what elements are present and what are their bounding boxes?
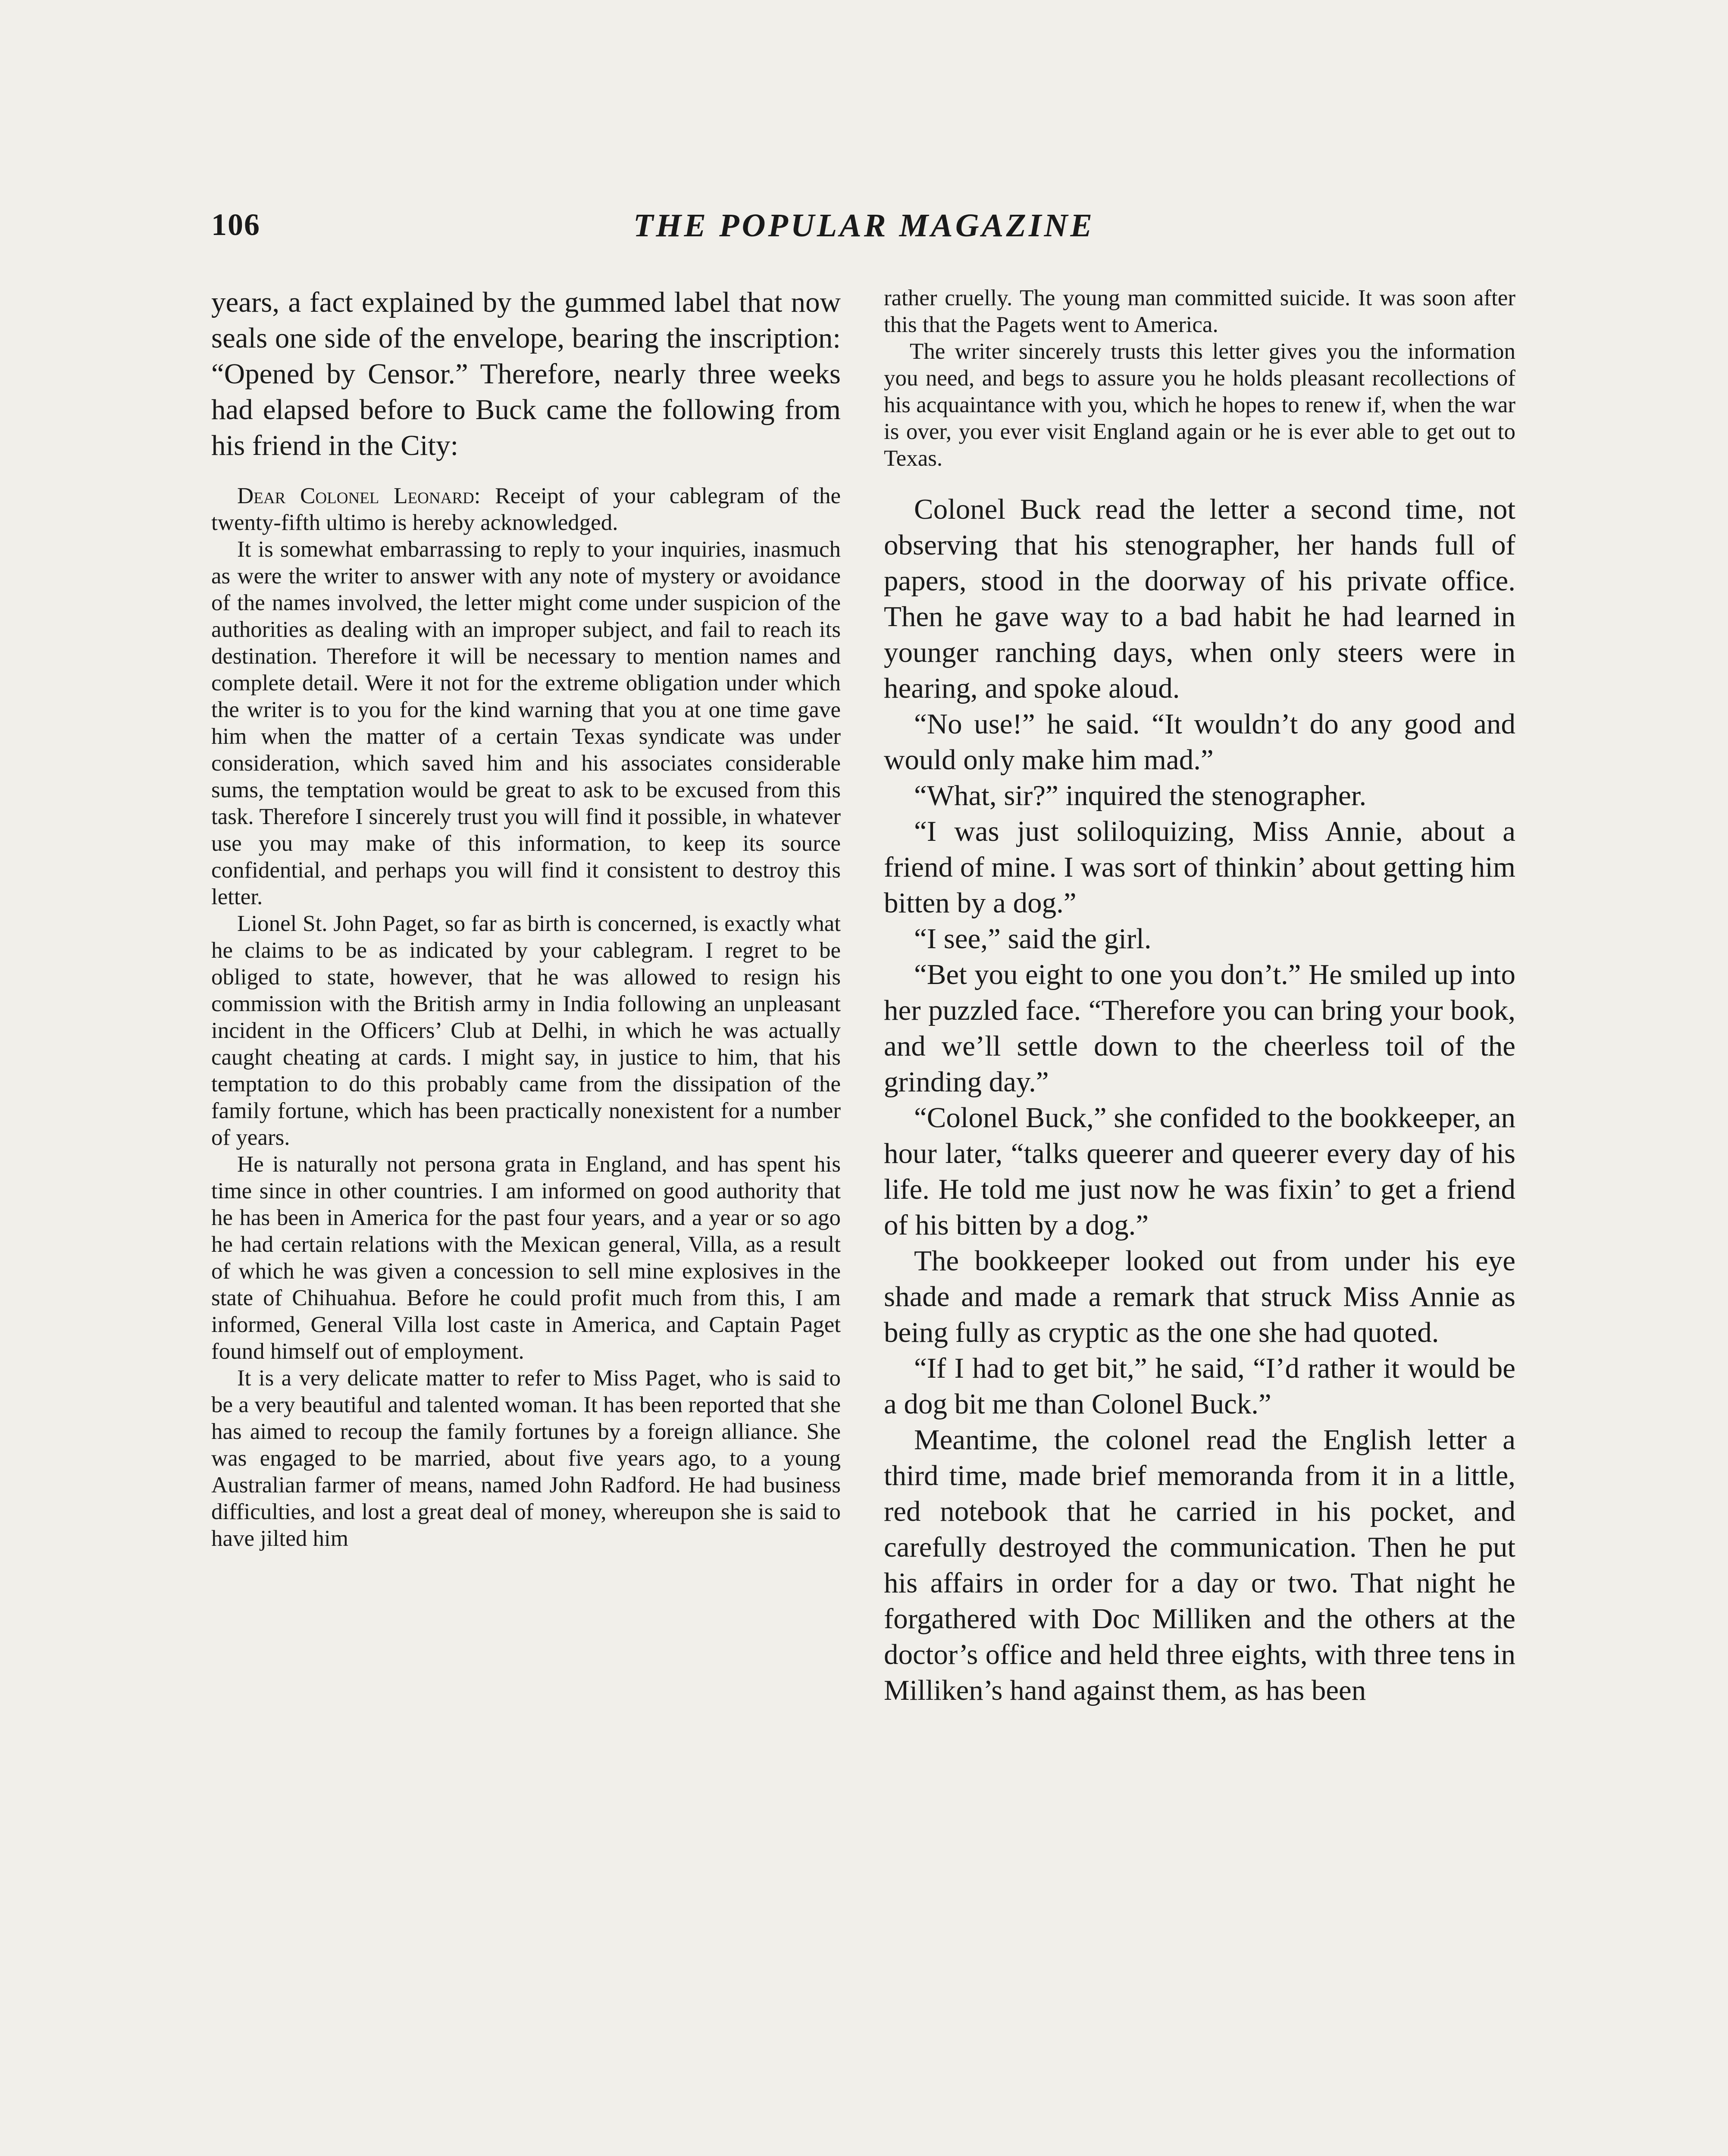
- letter-paragraph-5: It is a very delicate matter to refer to Miss Paget, who is said to be a very beautiful and talented woman. It has been reported that she has aimed to recoup the family fortunes by a foreign alliance. She was engaged to be married, about five years ago, to a young Australian farmer of means, named John Radford. He had business difficulties, and lost a great deal of money, whereupon she is said to have jilted him: [211, 1366, 841, 1551]
- story-paragraph-4: “I was just soliloquizing, Miss Annie, about a friend of mine. I was sort of thinkin’ about getting him bitten by a dog.”: [884, 815, 1515, 919]
- running-head: THE POPULAR MAGAZINE: [633, 207, 1095, 244]
- left-column: [211, 285, 841, 1552]
- intro-paragraph: years, a fact explained by the gummed label that now seals one side of the envelope, bearing the inscription: “Opened by Censor.” Therefore, nearly three weeks had elapsed before to Buck came the following from his friend in the City:: [211, 286, 841, 461]
- story-paragraph-6: “Bet you eight to one you don’t.” He smiled up into her puzzled face. “Therefore you can bring your book, and we’ll settle down to the cheerless toil of the grinding day.”: [884, 959, 1515, 1098]
- page-number: 106: [211, 207, 260, 242]
- letter-paragraph-1: [211, 483, 841, 536]
- right-column: [884, 285, 1515, 1708]
- letter-paragraph-1-text: Receipt of your cablegram of the twenty-fifth ultimo is hereby acknowledged.: [211, 483, 841, 535]
- story-paragraph-10: Meantime, the colonel read the English letter a third time, made brief memoranda from it in a little, red notebook that he carried in his pocket, and carefully destroyed the communication. Then he put his affairs in order for a day or two. That night he forgathered with Doc Milliken and the others at the doctor’s office and held three eights, with three tens in Milliken’s hand against them, as has been: [884, 1424, 1515, 1706]
- letter-paragraph-4: He is naturally not persona grata in England, and has spent his time since in other countries. I am informed on good authority that he has been in America for the past four years, and a year or so ago he had certain relations with the Mexican general, Villa, as a result of which he was given a concession to sell mine explosives in the state of Chihuahua. Before he could profit much from this, I am informed, General Villa lost caste in America, and Captain Paget found himself out of employment.: [211, 1152, 841, 1364]
- story-paragraph-1: Colonel Buck read the letter a second time, not observing that his stenographer, her hands full of papers, stood in the doorway of his private office. Then he gave way to a bad habit he had learned in younger ranching days, when only steers were in hearing, and spoke aloud.: [884, 493, 1515, 704]
- letter-paragraph-3: Lionel St. John Paget, so far as birth is concerned, is exactly what he claims to be as indicated by your cablegram. I regret to be obliged to state, however, that he was allowed to resign his commission with the British army in India following an unpleasant incident in the Officers’ Club at Delhi, in which he was actually caught cheating at cards. I might say, in justice to him, that his temptation to do this probably came from the dissipation of the family fortune, which has been practically nonexistent for a number of years.: [211, 911, 841, 1150]
- story-paragraph-5: “I see,” said the girl.: [914, 923, 1152, 955]
- story-paragraph-3: “What, sir?” inquired the stenographer.: [914, 780, 1367, 812]
- story-paragraph-7: “Colonel Buck,” she confided to the bookkeeper, an hour later, “talks queerer and queerer every day of his life. He told me just now he was fixin’ to get a friend of his bitten by a dog.”: [884, 1102, 1515, 1241]
- letter-salutation: Dear Colonel Leonard:: [237, 483, 481, 508]
- page-header: [211, 207, 1517, 250]
- letter-closing: The writer sincerely trusts this letter gives you the information you need, and begs to assure you he holds pleasant recollections of his acquaintance with you, which he hopes to renew if, when the war is over, you ever visit England again or he is ever able to get out to Texas.: [884, 339, 1515, 471]
- story-paragraph-9: “If I had to get bit,” he said, “I’d rather it would be a dog bit me than Colonel Buck.”: [884, 1352, 1515, 1420]
- story-paragraph-8: The bookkeeper looked out from under his eye shade and made a remark that struck Miss Annie as being fully as cryptic as the one she had quoted.: [884, 1245, 1515, 1348]
- letter-continuation: rather cruelly. The young man committed suicide. It was soon after this that the Pagets went to America.: [884, 285, 1515, 337]
- letter-paragraph-2: It is somewhat embarrassing to reply to your inquiries, inasmuch as were the writer to answer with any note of mystery or avoidance of the names involved, the letter might come under suspicion of the authorities as dealing with an improper subject, and fail to reach its destination. Therefore it will be necessary to mention names and complete detail. Were it not for the extreme obligation under which the writer is to you for the kind warning that you at one time gave him when the matter of a certain Texas syndicate was under consideration, which saved him and his associates considerable sums, the temptation would be great to ask to be excused from this task. Therefore I sincerely trust you will find it possible, in whatever use you may make of this information, to keep its source confidential, and perhaps you will find it consistent to destroy this letter.: [211, 537, 841, 909]
- story-paragraph-2: “No use!” he said. “It wouldn’t do any good and would only make him mad.”: [884, 708, 1515, 776]
